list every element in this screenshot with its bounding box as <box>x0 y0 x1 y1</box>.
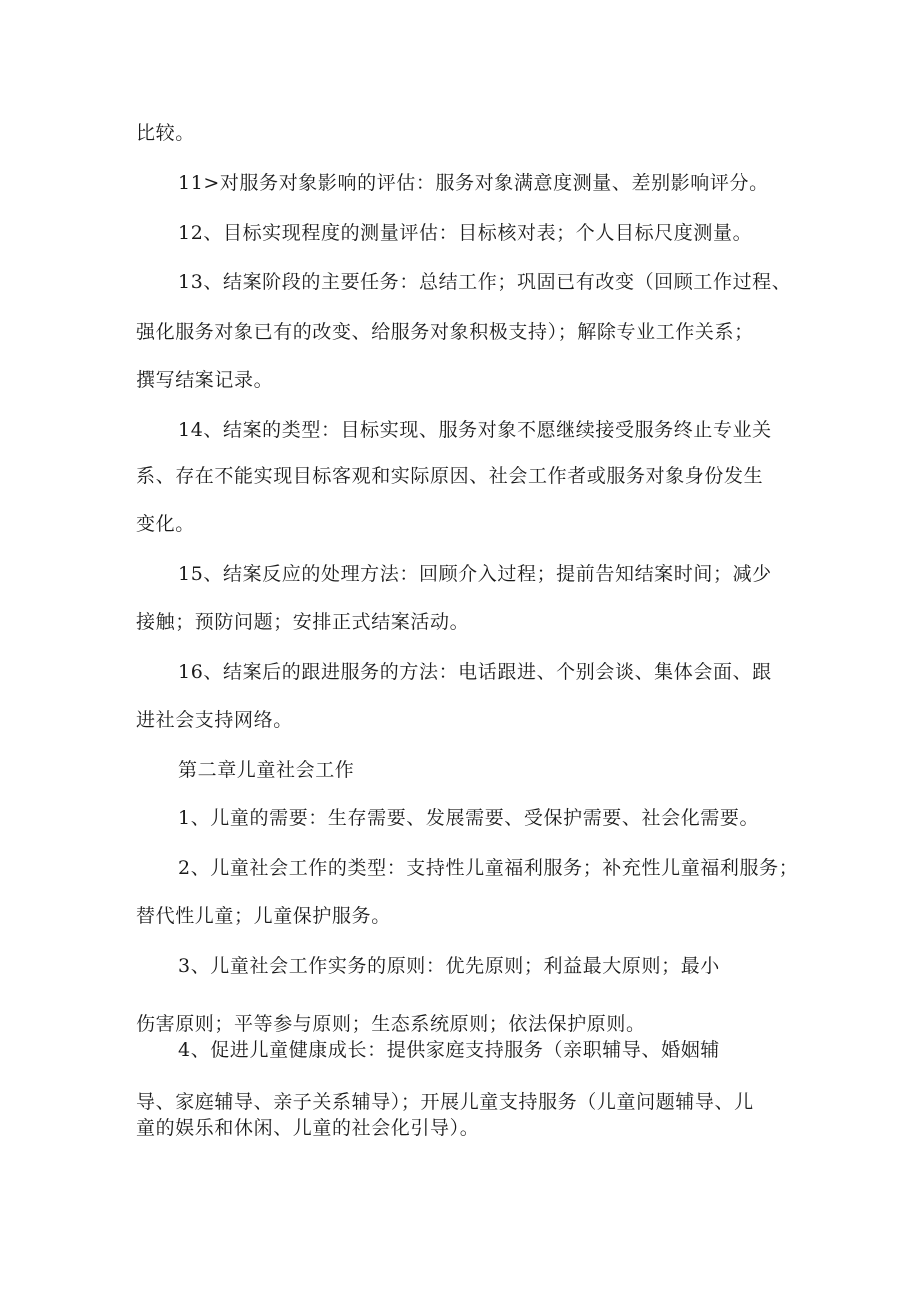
text-line: 比较。 <box>136 122 195 144</box>
chapter-heading: 第二章儿童社会工作 <box>178 759 355 781</box>
text-line: 系、存在不能实现目标客观和实际原因、社会工作者或服务对象身份发生 <box>136 465 764 487</box>
text-line: 变化。 <box>136 513 195 535</box>
text-line: 1、儿童的需要：生存需要、发展需要、受保护需要、社会化需要。 <box>178 807 760 829</box>
text-line: 12、目标实现程度的测量评估：目标核对表；个人目标尺度测量。 <box>178 222 753 244</box>
text-line: 15、结案反应的处理方法：回顾介入过程；提前告知结案时间；减少 <box>178 563 772 585</box>
text-line: 13、结案阶段的主要任务：总结工作；巩固已有改变（回顾工作过程、 <box>178 271 792 293</box>
text-line: 撰写结案记录。 <box>136 369 274 391</box>
text-line: 接触；预防问题；安排正式结案活动。 <box>136 611 470 633</box>
text-line: 进社会支持网络。 <box>136 709 293 731</box>
text-line: 替代性儿童；儿童保护服务。 <box>136 905 391 927</box>
text-line: 4、促进儿童健康成长：提供家庭支持服务（亲职辅导、婚姻辅 <box>178 1039 720 1061</box>
text-line: 16、结案后的跟进服务的方法：电话跟进、个别会谈、集体会面、跟 <box>178 661 772 683</box>
text-line: 3、儿童社会工作实务的原则：优先原则；利益最大原则；最小 <box>178 955 720 977</box>
text-line: 14、结案的类型：目标实现、服务对象不愿继续接受服务终止专业关 <box>178 419 772 441</box>
text-line: 童的娱乐和休闲、儿童的社会化引导）。 <box>136 1117 480 1139</box>
text-line: 11>对服务对象影响的评估：服务对象满意度测量、差别影响评分。 <box>178 172 769 194</box>
text-line: 强化服务对象已有的改变、给服务对象积极支持）；解除专业工作关系； <box>136 321 754 343</box>
text-line: 导、家庭辅导、亲子关系辅导）；开展儿童支持服务（儿童问题辅导、儿 <box>136 1091 754 1113</box>
text-line: 2、儿童社会工作的类型：支持性儿童福利服务；补充性儿童福利服务； <box>178 857 799 879</box>
text-line: 伤害原则；平等参与原则；生态系统原则；依法保护原则。 <box>136 1013 646 1035</box>
